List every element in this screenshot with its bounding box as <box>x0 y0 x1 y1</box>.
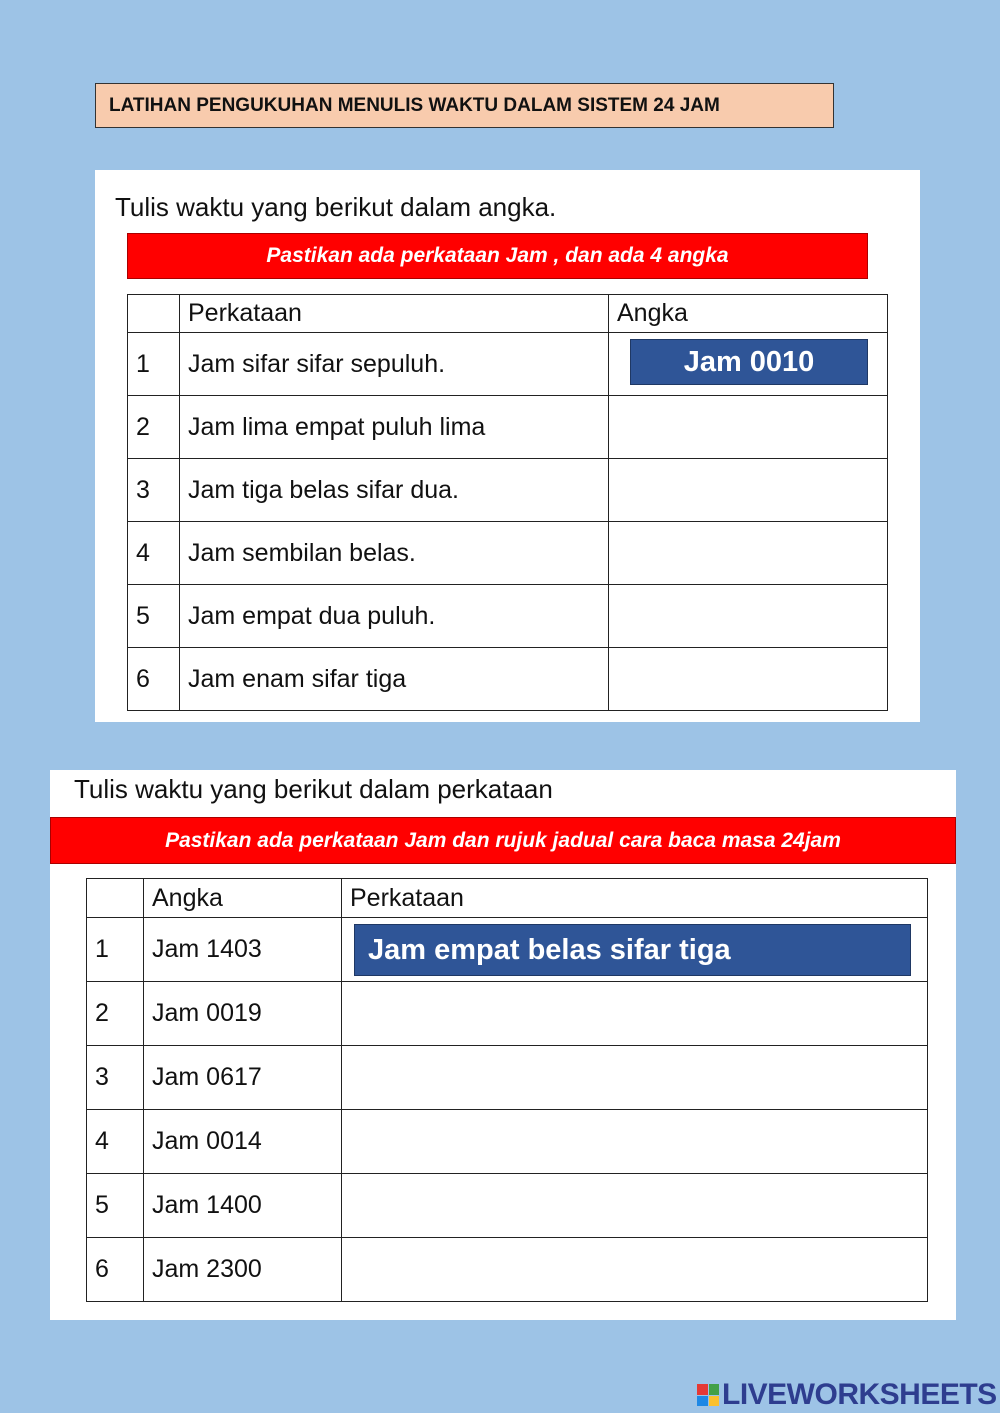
section-2-instruction: Tulis waktu yang berikut dalam perkataan <box>74 774 553 804</box>
header-angka: Angka <box>609 295 888 333</box>
answer-cell[interactable] <box>609 585 888 648</box>
answer-box[interactable]: Jam empat belas sifar tiga <box>354 924 911 976</box>
section-1-instruction: Tulis waktu yang berikut dalam angka. <box>115 192 557 222</box>
row-number: 1 <box>87 918 144 982</box>
table-header-row <box>87 879 928 918</box>
table-row <box>87 982 928 1046</box>
table-row <box>87 1174 928 1238</box>
table-row <box>128 333 888 396</box>
logo-text: LIVEWORKSHEETS <box>722 1378 997 1411</box>
section-1-hint-bar: Pastikan ada perkataan Jam , dan ada 4 angka <box>127 233 868 279</box>
row-digits: Jam 2300 <box>144 1238 342 1302</box>
table-row <box>87 1110 928 1174</box>
section-2-table <box>86 878 928 1302</box>
section-2-panel <box>50 770 956 1320</box>
liveworksheets-logo-icon <box>697 1384 719 1406</box>
row-number: 4 <box>87 1110 144 1174</box>
answer-cell[interactable] <box>342 918 928 982</box>
answer-cell[interactable] <box>609 459 888 522</box>
row-number: 3 <box>87 1046 144 1110</box>
answer-cell[interactable] <box>342 1110 928 1174</box>
header-angka: Angka <box>144 879 342 918</box>
header-perkataan: Perkataan <box>180 295 609 333</box>
table-row <box>87 918 928 982</box>
section-1-table <box>127 294 888 711</box>
answer-box[interactable]: Jam 0010 <box>630 339 868 385</box>
row-digits: Jam 0019 <box>144 982 342 1046</box>
row-digits: Jam 1403 <box>144 918 342 982</box>
table-header-row <box>128 295 888 333</box>
answer-cell[interactable] <box>609 648 888 711</box>
row-number: 5 <box>128 585 180 648</box>
row-number: 2 <box>128 396 180 459</box>
table-row <box>87 1046 928 1110</box>
row-number: 3 <box>128 459 180 522</box>
row-words: Jam sembilan belas. <box>180 522 609 585</box>
row-number: 6 <box>87 1238 144 1302</box>
answer-cell[interactable] <box>342 1174 928 1238</box>
row-number: 1 <box>128 333 180 396</box>
answer-cell[interactable] <box>609 522 888 585</box>
table-row <box>87 1238 928 1302</box>
header-number <box>87 879 144 918</box>
answer-cell[interactable] <box>342 1238 928 1302</box>
row-words: Jam enam sifar tiga <box>180 648 609 711</box>
answer-cell[interactable] <box>342 1046 928 1110</box>
liveworksheets-logo <box>697 1378 997 1412</box>
table-row <box>128 522 888 585</box>
header-number <box>128 295 180 333</box>
answer-cell[interactable] <box>609 396 888 459</box>
worksheet-title: LATIHAN PENGUKUHAN MENULIS WAKTU DALAM SISTEM 24 JAM <box>95 83 834 128</box>
section-1-panel <box>95 170 920 722</box>
row-words: Jam tiga belas sifar dua. <box>180 459 609 522</box>
table-row <box>128 459 888 522</box>
answer-cell[interactable] <box>609 333 888 396</box>
row-words: Jam empat dua puluh. <box>180 585 609 648</box>
row-number: 6 <box>128 648 180 711</box>
row-digits: Jam 0014 <box>144 1110 342 1174</box>
table-row <box>128 585 888 648</box>
row-words: Jam lima empat puluh lima <box>180 396 609 459</box>
row-number: 5 <box>87 1174 144 1238</box>
section-2-hint-bar: Pastikan ada perkataan Jam dan rujuk jadual cara baca masa 24jam <box>50 817 956 864</box>
row-number: 4 <box>128 522 180 585</box>
row-words: Jam sifar sifar sepuluh. <box>180 333 609 396</box>
header-perkataan: Perkataan <box>342 879 928 918</box>
table-row <box>128 396 888 459</box>
row-digits: Jam 1400 <box>144 1174 342 1238</box>
answer-cell[interactable] <box>342 982 928 1046</box>
row-number: 2 <box>87 982 144 1046</box>
row-digits: Jam 0617 <box>144 1046 342 1110</box>
table-row <box>128 648 888 711</box>
